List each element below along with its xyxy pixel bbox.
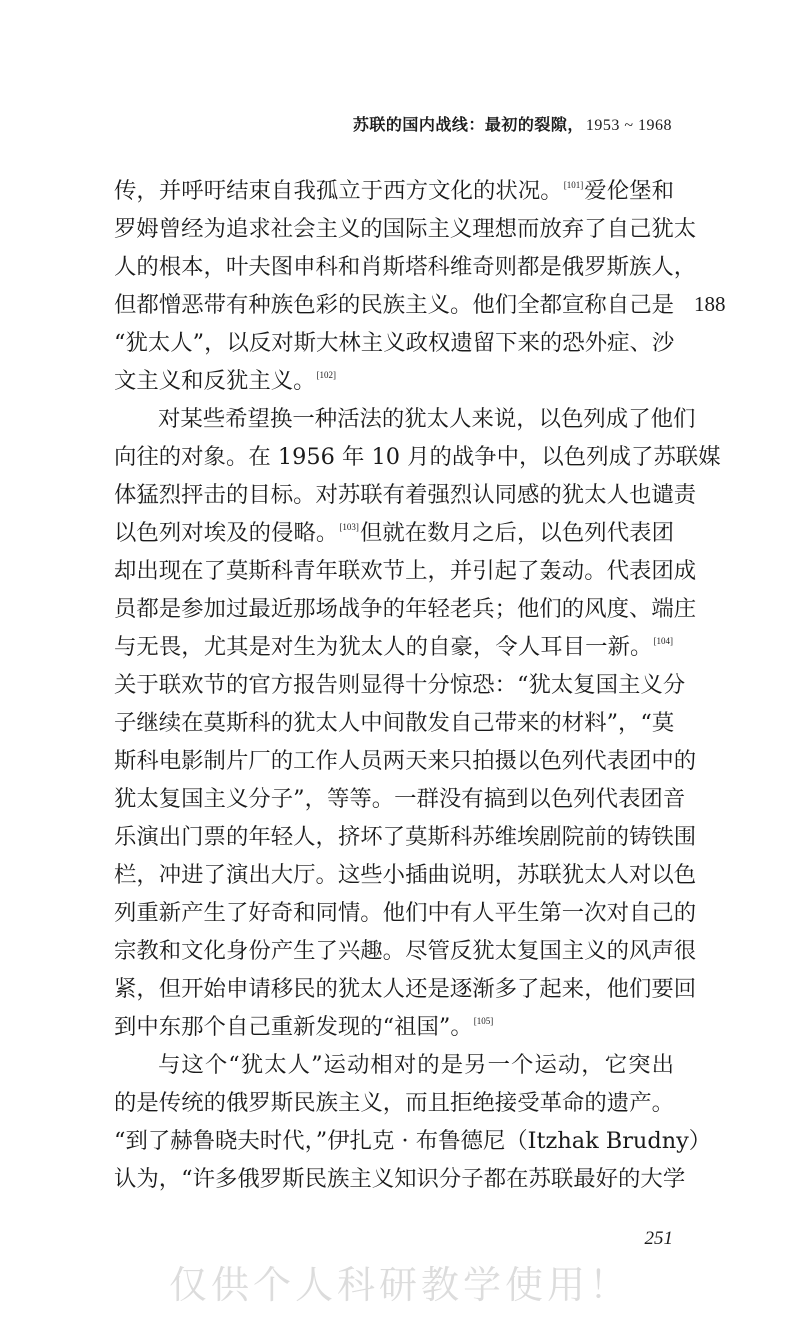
paragraph <box>114 172 697 400</box>
text-line <box>114 438 721 476</box>
text-line <box>114 400 696 438</box>
line-text: 犹太复国主义分子”，等等。一群没有搞到以色列代表团音 <box>114 786 686 812</box>
paragraph <box>114 400 721 1046</box>
text-line <box>114 514 674 552</box>
text-line <box>114 1046 674 1084</box>
text-line <box>114 742 697 780</box>
text-line <box>114 628 674 666</box>
line-text: 关于联欢节的官方报告则显得十分惊恐：“犹太复国主义分 <box>114 672 686 698</box>
line-text: 宗教和文化身份产生了兴趣。尽管反犹太复国主义的风声很 <box>114 938 697 964</box>
text-line <box>114 704 674 742</box>
line-text: 列重新产生了好奇和同情。他们中有人平生第一次对自己的 <box>114 900 697 926</box>
text-line <box>114 970 697 1008</box>
footnote-ref: [102] <box>316 370 337 380</box>
text-line <box>114 552 697 590</box>
line-text: 体猛烈抨击的目标。对苏联有着强烈认同感的犹太人也谴责 <box>114 482 697 508</box>
text-line <box>114 590 697 628</box>
line-text: 罗姆曾经为追求社会主义的国际主义理想而放弃了自己犹太 <box>114 216 697 242</box>
text-line <box>114 362 674 400</box>
line-text: 以色列对埃及的侵略。 <box>114 520 339 546</box>
text-line <box>114 476 697 514</box>
text-line <box>114 780 686 818</box>
line-text: 的是传统的俄罗斯民族主义，而且拒绝接受革命的遗产。 <box>114 1090 674 1116</box>
line-text: 与无畏，尤其是对生为犹太人的自豪，令人耳目一新。 <box>114 634 653 660</box>
line-text-continued: 但就在数月之后，以色列代表团 <box>359 520 674 546</box>
line-text: 传，并呼吁结束自我孤立于西方文化的状况。 <box>114 178 563 204</box>
footnote-ref: [104] <box>653 636 673 646</box>
text-line <box>114 1122 712 1160</box>
text-line <box>114 1160 686 1198</box>
watermark: 仅供个人科研教学使用！ <box>168 1263 631 1307</box>
running-header <box>353 112 672 135</box>
running-header-years: 1953 ~ 1968 <box>585 117 672 134</box>
line-text: “到了赫鲁晓夫时代，”伊扎克 · 布鲁德尼（Itzhak Brudny） <box>114 1128 712 1154</box>
text-line <box>114 894 697 932</box>
footnote-ref: [105] <box>473 1016 494 1026</box>
line-text: 认为，“许多俄罗斯民族主义知识分子都在苏联最好的大学 <box>114 1166 686 1192</box>
line-text: 但都憎恶带有种族色彩的民族主义。他们全都宣称自己是 <box>114 292 674 318</box>
footnote-ref: [101] <box>563 180 584 190</box>
text-line <box>114 248 697 286</box>
line-text: 乐演出门票的年轻人，挤坏了莫斯科苏维埃剧院前的铸铁围 <box>114 824 697 850</box>
line-text: 向往的对象。在 1956 年 10 月的战争中，以色列成了苏联媒 <box>114 444 721 470</box>
line-text-continued: 爱伦堡和 <box>584 178 674 204</box>
text-line <box>114 210 697 248</box>
margin-page-number: 188 <box>694 292 726 316</box>
running-header-title: 苏联的国内战线：最初的裂隙， <box>352 115 584 134</box>
paragraph <box>114 1046 712 1198</box>
footnote-ref: [103] <box>339 522 359 532</box>
page-number: 251 <box>644 1228 673 1249</box>
text-line <box>114 172 674 210</box>
line-text: 子继续在莫斯科的犹太人中间散发自己带来的材料”，“莫 <box>114 710 675 736</box>
line-text: 员都是参加过最近那场战争的年轻老兵；他们的风度、端庄 <box>114 596 697 622</box>
text-line <box>114 818 697 856</box>
line-text: 对某些希望换一种活法的犹太人来说，以色列成了他们 <box>158 406 696 432</box>
line-text: 紧，但开始申请移民的犹太人还是逐渐多了起来，他们要回 <box>114 976 697 1002</box>
text-line <box>114 856 697 894</box>
text-line <box>114 286 674 324</box>
line-text: 人的根本，叶夫图申科和肖斯塔科维奇则都是俄罗斯族人， <box>114 254 697 280</box>
text-line <box>114 666 686 704</box>
text-line <box>114 1008 674 1046</box>
text-line <box>114 932 697 970</box>
line-text: 与这个“犹太人”运动相对的是另一个运动，它突出 <box>158 1052 674 1078</box>
line-text: 文主义和反犹主义。 <box>114 368 316 394</box>
text-line <box>114 1084 674 1122</box>
line-text: 栏，冲进了演出大厅。这些小插曲说明，苏联犹太人对以色 <box>114 862 697 888</box>
line-text: “犹太人”，以反对斯大林主义政权遗留下来的恐外症、沙 <box>114 330 675 356</box>
line-text: 到中东那个自己重新发现的“祖国”。 <box>114 1014 473 1040</box>
text-line <box>114 324 674 362</box>
line-text: 斯科电影制片厂的工作人员两天来只拍摄以色列代表团中的 <box>114 748 697 774</box>
line-text: 却出现在了莫斯科青年联欢节上，并引起了轰动。代表团成 <box>114 558 697 584</box>
